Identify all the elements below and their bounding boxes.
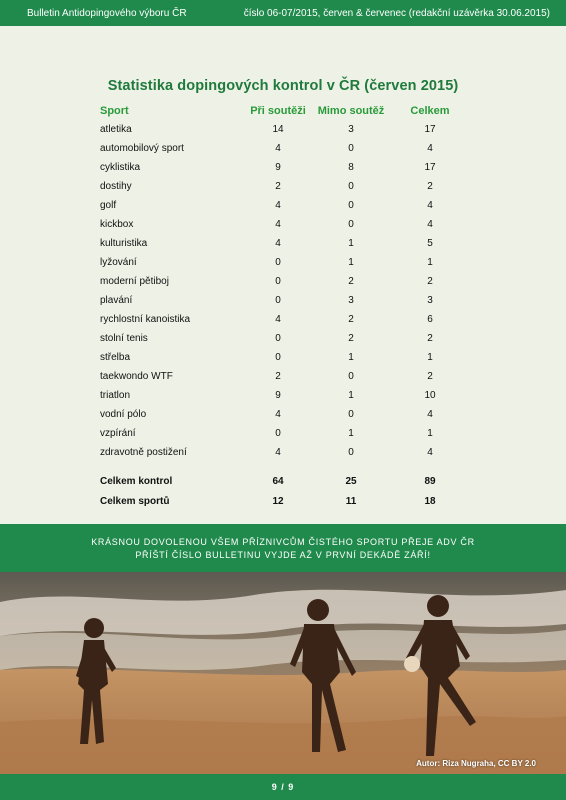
cell-total: 10 [424,390,436,401]
table-row [96,291,466,310]
cell-out-of-competition: 1 [348,428,354,439]
cell-in-competition: 4 [275,447,281,458]
cell-out-of-competition: 1 [348,390,354,401]
table-row [96,196,466,215]
cell-in-competition: 4 [275,409,281,420]
main-content [0,26,566,524]
table-row [96,215,466,234]
table-header-row [96,101,466,120]
cell-total: 5 [427,238,433,249]
table-total-row [96,471,466,491]
cell-in-competition: 4 [275,219,281,230]
cell-sport: kulturistika [100,238,148,249]
table-row [96,348,466,367]
banner-line-1: KRÁSNOU DOVOLENOU VŠEM PŘÍZNIVCŮM ČISTÉHO SPORTU PŘEJE ADV ČR [91,537,475,547]
table-title: Statistika dopingových kontrol v ČR (červen 2015) [107,78,459,94]
table-row [96,253,466,272]
table-row [96,177,466,196]
cell-out-of-competition: 1 [348,257,354,268]
cell-out-of-competition: 2 [348,314,354,325]
cell-total: 4 [427,409,433,420]
total-cell-out-of-competition: 25 [345,475,357,487]
cell-out-of-competition: 2 [348,276,354,287]
cell-sport: rychlostní kanoistika [100,314,191,325]
cell-sport: plavání [100,295,133,306]
column-header-total: Celkem [410,104,450,117]
table-row [96,310,466,329]
cell-total: 2 [427,371,433,382]
cell-sport: vzpírání [100,428,136,439]
header-issue-info: číslo 06-07/2015, červen & červenec (redakční uzávěrka 30.06.2015) [243,7,550,19]
header-bar [0,0,566,26]
cell-sport: lyžování [100,257,137,268]
cell-out-of-competition: 0 [348,200,354,211]
cell-total: 2 [427,333,433,344]
doping-stats-table [96,101,466,511]
cell-out-of-competition: 1 [348,238,354,249]
table-row [96,424,466,443]
cell-in-competition: 4 [275,200,281,211]
cell-in-competition: 0 [275,276,281,287]
cell-sport: dostihy [100,181,132,192]
column-header-out-of-competition: Mimo soutěž [317,104,385,117]
cell-in-competition: 4 [275,143,281,154]
cell-out-of-competition: 0 [348,143,354,154]
total-cell-in-competition: 64 [272,475,284,487]
cell-in-competition: 0 [275,257,281,268]
cell-sport: triatlon [100,390,131,401]
cell-total: 4 [427,200,433,211]
cell-sport: zdravotně postižení [100,447,187,458]
cell-out-of-competition: 0 [348,371,354,382]
header-bulletin-name: Bulletin Antidopingového výboru ČR [27,7,187,19]
cell-total: 1 [427,428,433,439]
cell-in-competition: 9 [275,162,281,173]
table-row [96,139,466,158]
cell-out-of-competition: 0 [348,219,354,230]
cell-total: 1 [427,352,433,363]
football-icon [404,656,420,672]
cell-in-competition: 2 [275,371,281,382]
cell-total: 4 [427,447,433,458]
cell-total: 6 [427,314,433,325]
cell-sport: taekwondo WTF [100,371,173,382]
table-spacer-row [96,462,466,471]
page-number: 9 / 9 [271,782,295,792]
footer-bar [0,774,566,800]
cell-sport: kickbox [100,219,134,230]
table-row [96,405,466,424]
cell-out-of-competition: 0 [348,447,354,458]
cell-out-of-competition: 0 [348,409,354,420]
cell-total: 3 [427,295,433,306]
cell-out-of-competition: 8 [348,162,354,173]
table-row [96,386,466,405]
beach-photo [0,572,566,774]
holiday-banner [0,524,566,572]
cell-total: 2 [427,276,433,287]
table-row [96,120,466,139]
cell-in-competition: 0 [275,352,281,363]
cell-sport: golf [100,200,117,211]
table-row [96,367,466,386]
total-cell-sport: Celkem kontrol [100,475,173,487]
table-body [96,120,466,511]
cell-in-competition: 4 [275,314,281,325]
cell-sport: stolní tenis [100,333,148,344]
cell-total: 1 [427,257,433,268]
cell-in-competition: 4 [275,238,281,249]
table-row [96,443,466,462]
cell-in-competition: 0 [275,428,281,439]
table-row [96,272,466,291]
cell-out-of-competition: 0 [348,181,354,192]
cell-sport: střelba [100,352,131,363]
column-header-sport: Sport [100,104,129,117]
cell-in-competition: 0 [275,295,281,306]
cell-sport: atletika [100,124,132,135]
table-total-row [96,491,466,511]
cell-sport: automobilový sport [100,143,184,154]
total-cell-total: 18 [424,495,436,507]
cell-total: 4 [427,143,433,154]
cell-total: 2 [427,181,433,192]
cell-total: 17 [424,162,436,173]
cell-out-of-competition: 1 [348,352,354,363]
cell-total: 4 [427,219,433,230]
cell-out-of-competition: 3 [348,124,354,135]
cell-out-of-competition: 3 [348,295,354,306]
photo-credit: Autor: Riza Nugraha, CC BY 2.0 [416,759,536,768]
cell-sport: vodní pólo [100,409,147,420]
cell-out-of-competition: 2 [348,333,354,344]
total-cell-out-of-competition: 11 [345,495,357,507]
total-cell-total: 89 [424,475,436,487]
total-cell-sport: Celkem sportů [100,495,170,507]
table-row [96,158,466,177]
table-row [96,234,466,253]
beach-football-image [0,572,566,774]
banner-line-2: PŘÍŠTÍ ČÍSLO BULLETINU VYJDE AŽ V PRVNÍ DEKÁDĚ ZÁŘÍ! [135,550,431,560]
cell-in-competition: 2 [275,181,281,192]
cell-in-competition: 9 [275,390,281,401]
table-row [96,329,466,348]
cell-sport: cyklistika [100,162,141,173]
column-header-in-competition: Při soutěži [250,104,306,117]
cell-sport: moderní pětiboj [100,276,169,287]
cell-total: 17 [424,124,436,135]
cell-in-competition: 0 [275,333,281,344]
cell-in-competition: 14 [272,124,284,135]
total-cell-in-competition: 12 [272,495,284,507]
